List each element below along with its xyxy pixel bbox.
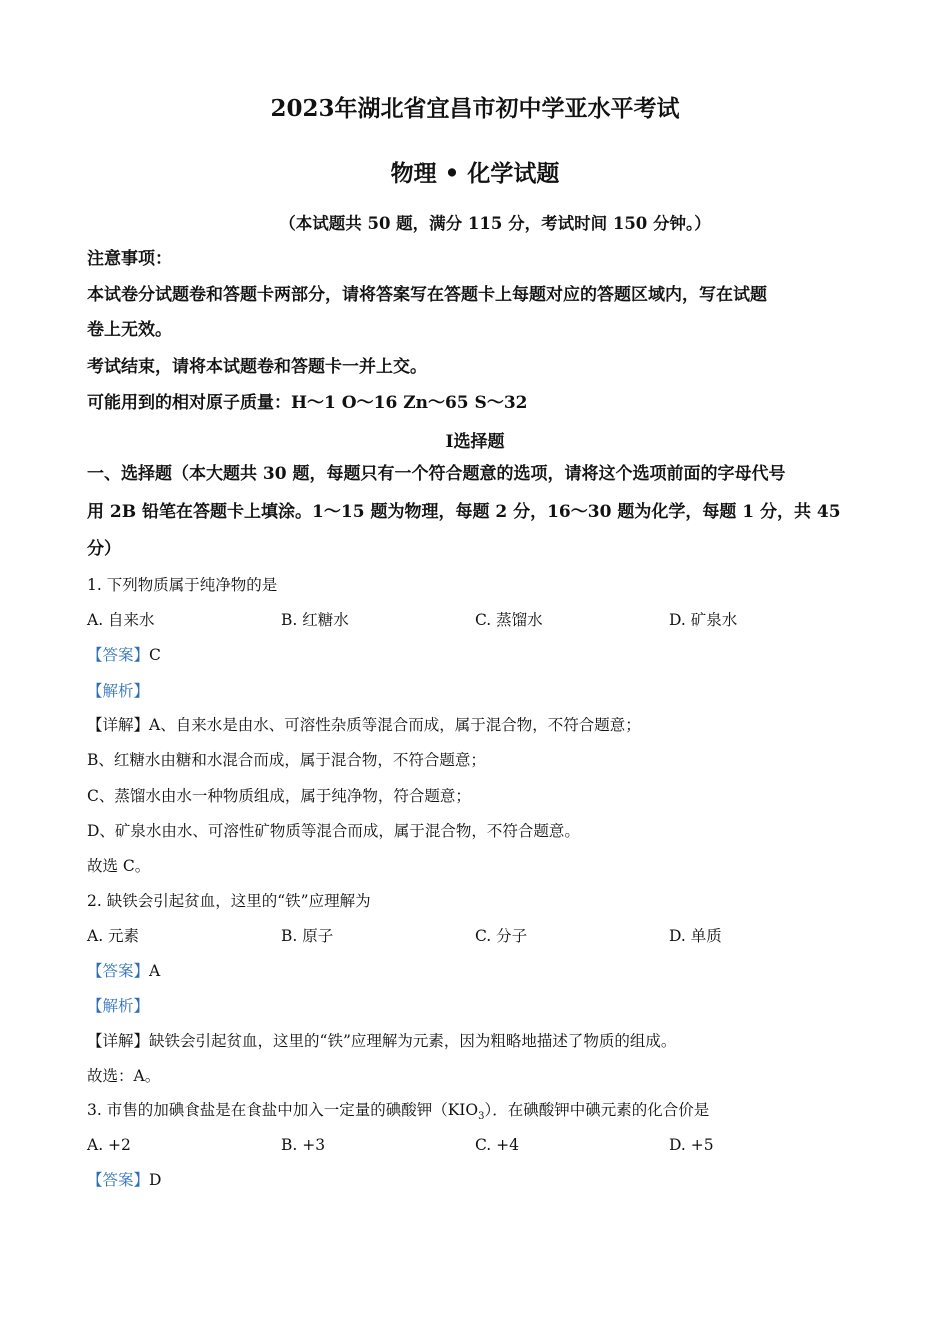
q3-option-a: A. +2 [87,1136,131,1154]
q1-answer-row [87,643,161,667]
instructions-line-1: 本试卷分试题卷和答题卡两部分，请将答案写在答题卡上每题对应的答题区域内，写在试题 [87,285,767,305]
q1-conclusion: 故选 C。 [87,857,151,875]
exam-subtitle: 物理 • 化学试题 [390,160,560,187]
q3-option-c: C. +4 [475,1136,520,1154]
q3-stem-subscript: 3 [478,1111,485,1123]
q3-answer: D [149,1171,162,1189]
detail-tag: 【详解】 [87,716,150,734]
q2-stem: 2. 缺铁会引起贫血，这里的“铁”应理解为 [87,892,371,910]
q1-stem: 1. 下列物质属于纯净物的是 [87,576,278,594]
answer-tag: 【答案】 [87,1171,150,1189]
q2-option-d: D. 单质 [669,927,722,945]
section-line-1: 一、选择题（本大题共 30 题，每题只有一个符合题意的选项，请将这个选项前面的字母代号 [87,464,786,484]
instructions-line-2: 卷上无效。 [87,320,172,340]
instructions-heading: 注意事项： [87,249,172,269]
q1-option-d: D. 矿泉水 [669,611,738,629]
exam-title: 2023年湖北省宜昌市初中学亚水平考试 [270,95,680,122]
q2-option-b: B. 原子 [281,927,334,945]
section-heading: Ⅰ选择题 [445,432,505,452]
answer-tag: 【答案】 [87,962,150,980]
q1-detail-d: D、矿泉水由水、可溶性矿物质等混合而成，属于混合物，不符合题意。 [87,822,580,840]
q2-conclusion: 故选：A。 [87,1067,161,1085]
q2-detail-row [87,1029,676,1053]
q1-detail-a: A、自来水是由水、可溶性杂质等混合而成，属于混合物，不符合题意； [149,716,641,734]
section-line-3: 分） [87,539,121,559]
exam-note: （本试题共 50 题，满分 115 分，考试时间 150 分钟。） [279,214,711,233]
q3-option-d: D. +5 [669,1136,714,1154]
answer-tag: 【答案】 [87,646,150,664]
q1-detail-c: C、蒸馏水由水一种物质组成，属于纯净物，符合题意； [87,787,471,805]
instructions-line-3: 考试结束，请将本试题卷和答题卡一并上交。 [87,357,427,377]
q1-detail-b: B、红糖水由糖和水混合而成，属于混合物，不符合题意； [87,751,486,769]
q2-option-c: C. 分子 [475,927,528,945]
q2-answer-row [87,959,160,983]
detail-tag: 【详解】 [87,1032,150,1050]
q2-detail: 缺铁会引起贫血，这里的“铁”应理解为元素，因为粗略地描述了物质的组成。 [149,1032,677,1050]
q1-detail-a-row [87,713,641,737]
q1-option-c: C. 蒸馏水 [475,611,543,629]
section-line-2: 用 2B 铅笔在答题卡上填涂。1～15 题为物理，每题 2 分，16～30 题为化学，每题 1 分，共 45 [87,502,841,522]
q3-option-b: B. +3 [281,1136,326,1154]
q3-stem-pre: 3. 市售的加碘食盐是在食盐中加入一定量的碘酸钾（KIO [87,1101,479,1119]
q1-option-b: B. 红糖水 [281,611,349,629]
q2-analysis-tag: 【解析】 [87,997,150,1015]
q2-answer: A [149,962,161,980]
q3-answer-row [87,1168,161,1192]
q2-option-a: A. 元素 [87,927,140,945]
q3-stem [87,1098,709,1129]
q1-analysis-tag: 【解析】 [87,682,150,700]
q1-option-a: A. 自来水 [87,611,155,629]
q1-answer: C [149,646,161,664]
instructions-line-4: 可能用到的相对原子质量：H～1 O～16 Zn～65 S～32 [87,393,528,413]
q3-stem-post: ）．在碘酸钾中碘元素的化合价是 [484,1101,710,1119]
